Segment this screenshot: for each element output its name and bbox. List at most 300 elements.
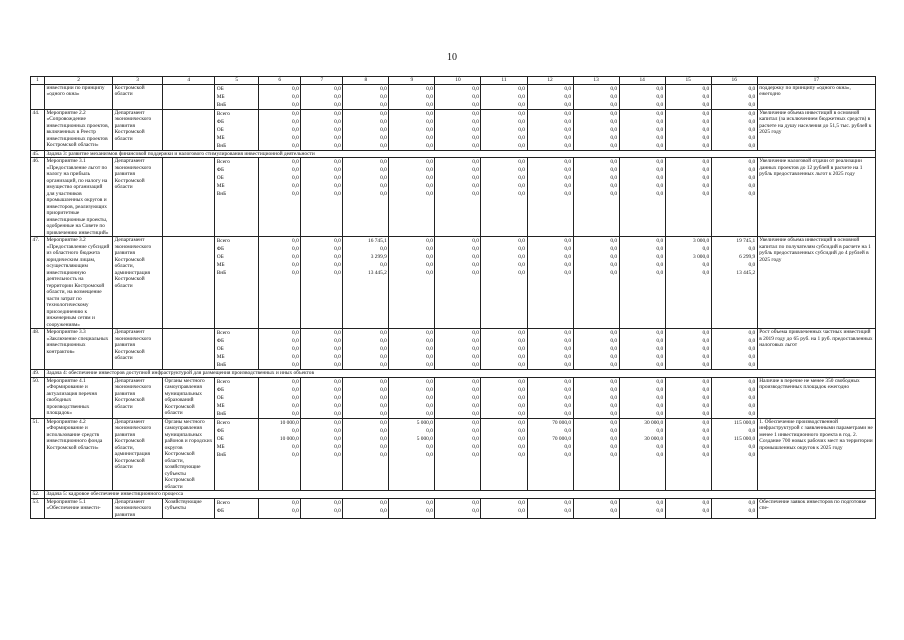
amount-value: 0,0 — [334, 338, 341, 344]
amount-value: 0,0 — [380, 427, 387, 434]
amount-value: 0,0 — [518, 110, 526, 117]
funding-source: ФБ — [216, 118, 225, 125]
amount-value: 0,0 — [702, 270, 710, 276]
amount-column — [619, 84, 665, 109]
amount-value: 0,0 — [518, 451, 526, 458]
amount-value: 0,0 — [334, 238, 341, 244]
measure-row — [31, 377, 876, 418]
amount-value: 70 000,0 — [552, 435, 572, 442]
column-number-cell: 17 — [757, 77, 875, 85]
amount-value: 0,0 — [518, 386, 526, 393]
amount-value: 0,0 — [334, 270, 341, 276]
amount-value: 0,0 — [334, 142, 341, 149]
amount-value: 0,0 — [656, 93, 664, 100]
amount-value: 0,0 — [748, 85, 756, 92]
amount-value: 0,0 — [610, 507, 618, 514]
amount-value: 0,0 — [380, 246, 387, 252]
amount-value: 0,0 — [472, 246, 479, 252]
row-number: 46. — [31, 158, 45, 237]
funding-source: ОБ — [216, 394, 224, 401]
amount-column — [435, 418, 481, 491]
funding-source: ОБ — [216, 435, 224, 442]
row-number: 51. — [31, 418, 45, 491]
column-number-cell: 14 — [619, 77, 665, 85]
amount-value: 0,0 — [610, 167, 618, 173]
funding-source: ОБ — [216, 346, 224, 352]
amount-value: 0,0 — [702, 175, 710, 181]
amount-value: 0,0 — [292, 443, 299, 450]
amount-value: 0,0 — [656, 191, 664, 197]
amount-column — [259, 329, 301, 370]
column-number-cell: 2 — [45, 77, 113, 85]
amount-value: 0,0 — [334, 386, 341, 393]
amount-value: 0,0 — [426, 402, 433, 409]
amount-value: 0,0 — [292, 394, 299, 401]
task-row — [31, 491, 876, 499]
amount-value: 0,0 — [426, 499, 433, 506]
amount-value: 0,0 — [702, 330, 710, 336]
amount-value: 0,0 — [656, 410, 664, 417]
amount-value: 0,0 — [610, 134, 618, 141]
amount-value: 0,0 — [472, 410, 479, 417]
funding-sources — [215, 377, 259, 418]
amount-value: 0,0 — [426, 338, 433, 344]
amount-value: 0,0 — [656, 167, 664, 173]
amount-value: 0,0 — [426, 254, 433, 260]
amount-value: 0,0 — [380, 338, 387, 344]
amount-value: 115 000,0 — [733, 435, 756, 442]
amount-value: 0,0 — [518, 346, 526, 352]
measure-row — [31, 237, 876, 329]
participants — [163, 237, 215, 329]
amount-value: 0,0 — [472, 93, 479, 100]
amount-value: 0,0 — [702, 85, 710, 92]
amount-value: 0,0 — [518, 507, 526, 514]
measure-name: Мероприятие 5.1 «Обеспечение инвести- — [45, 498, 113, 519]
amount-column — [481, 329, 527, 370]
amount-value: 0,0 — [472, 427, 479, 434]
amount-value: 0,0 — [518, 443, 526, 450]
amount-value: 0,0 — [564, 183, 572, 189]
row-number: 47. — [31, 237, 45, 329]
amount-column — [389, 109, 435, 150]
amount-value: 0,0 — [748, 354, 756, 360]
amount-value: 0,0 — [472, 499, 479, 506]
amount-value: 0,0 — [380, 378, 387, 385]
funding-source: ФБ — [216, 246, 225, 252]
amount-value: 0,0 — [564, 246, 572, 252]
funding-sources — [215, 158, 259, 237]
amount-value: 0,0 — [702, 191, 710, 197]
amount-value: 0,0 — [472, 330, 479, 336]
amount-value: 0,0 — [656, 101, 664, 108]
column-number-row — [31, 77, 876, 85]
amount-value: 0,0 — [292, 85, 299, 92]
amount-value: 0,0 — [702, 262, 710, 268]
amount-value: 0,0 — [610, 93, 618, 100]
amount-value: 0,0 — [702, 386, 710, 393]
amount-value: 0,0 — [334, 175, 341, 181]
expected-result: Рост объема привлеченных частных инвестиций в 2019 году до 65 руб. на 1 руб. предоставленных налоговых льгот — [757, 329, 875, 370]
amount-value: 0,0 — [426, 110, 433, 117]
funding-sources — [215, 329, 259, 370]
participants — [163, 158, 215, 237]
amount-value: 0,0 — [292, 354, 299, 360]
amount-value: 0,0 — [656, 159, 664, 165]
amount-value: 0,0 — [472, 118, 479, 125]
amount-value: 0,0 — [292, 386, 299, 393]
amount-value: 16 745,1 — [368, 238, 387, 244]
amount-value: 0,0 — [292, 142, 299, 149]
amount-value: 0,0 — [610, 435, 618, 442]
participants — [163, 109, 215, 150]
amount-value: 0,0 — [380, 394, 387, 401]
amount-value: 0,0 — [656, 394, 664, 401]
expected-result: 1. Обеспечение производственной инфраструктурой с заявленными параметрами не менее 1 инвестиционного проекта в год. 2. Создание 700 новых рабочих мест на территории промышленных округов к 2025 году — [757, 418, 875, 491]
amount-value: 0,0 — [292, 175, 299, 181]
amount-value: 0,0 — [426, 354, 433, 360]
amount-value: 0,0 — [564, 254, 572, 260]
row-number: 50. — [31, 377, 45, 418]
amount-value: 0,0 — [702, 167, 710, 173]
amount-value: 0,0 — [656, 254, 664, 260]
measure-row — [31, 418, 876, 491]
amount-value: 0,0 — [334, 346, 341, 352]
amount-value: 0,0 — [564, 85, 572, 92]
row-number: 45. — [31, 150, 45, 158]
amount-value: 0,0 — [564, 167, 572, 173]
amount-value: 3 299,9 — [370, 254, 387, 260]
amount-value: 0,0 — [610, 159, 618, 165]
funding-source: МБ — [216, 134, 225, 141]
amount-column — [343, 109, 389, 150]
amount-column — [527, 329, 573, 370]
amount-value: 0,0 — [610, 443, 618, 450]
amount-value: 0,0 — [610, 419, 618, 426]
amount-value: 0,0 — [702, 378, 710, 385]
amount-value: 0,0 — [380, 262, 387, 268]
funding-source: МБ — [216, 183, 225, 189]
amount-value: 0,0 — [380, 183, 387, 189]
amount-value: 0,0 — [610, 110, 618, 117]
amount-value: 115 000,0 — [733, 419, 756, 426]
amount-column — [711, 329, 757, 370]
row-number — [31, 84, 45, 109]
amount-value: 0,0 — [748, 262, 756, 268]
amount-value: 0,0 — [702, 338, 710, 344]
amount-value: 0,0 — [334, 101, 341, 108]
amount-value: 0,0 — [564, 262, 572, 268]
column-number-cell: 10 — [435, 77, 481, 85]
executor: Костромской области — [113, 84, 163, 109]
amount-value: 0,0 — [518, 191, 526, 197]
column-number-cell: 12 — [527, 77, 573, 85]
measure-name: Мероприятие 4.2 «Формирование и использование средств инвестиционного фонда Костромской области» — [45, 418, 113, 491]
measure-row — [31, 84, 876, 109]
amount-value: 0,0 — [426, 270, 433, 276]
amount-value: 0,0 — [610, 499, 618, 506]
amount-value: 0,0 — [334, 110, 341, 117]
amount-column — [665, 377, 711, 418]
amount-value: 0,0 — [334, 191, 341, 197]
task-row — [31, 370, 876, 378]
amount-value: 0,0 — [748, 402, 756, 409]
funding-source: Всего — [216, 238, 230, 244]
amount-value: 0,0 — [748, 410, 756, 417]
expected-result: Увеличение объема инвестиций в основной капитал по получателям субсидий в расчете на 1 рубль предоставленных субсидий до 4 рублей в 2025 году — [757, 237, 875, 329]
amount-column — [619, 498, 665, 519]
amount-value: 0,0 — [564, 451, 572, 458]
amount-value: 0,0 — [610, 338, 618, 344]
amount-value: 0,0 — [518, 354, 526, 360]
amount-value: 0,0 — [380, 402, 387, 409]
funding-source: МБ — [216, 443, 225, 450]
amount-value: 0,0 — [748, 175, 756, 181]
funding-source: МБ — [216, 354, 225, 360]
funding-source: Всего — [216, 110, 230, 117]
amount-value: 0,0 — [380, 362, 387, 368]
amount-value: 0,0 — [564, 443, 572, 450]
amount-value: 0,0 — [380, 118, 387, 125]
amount-column — [301, 237, 343, 329]
funding-source: Всего — [216, 499, 230, 506]
amount-value: 0,0 — [472, 183, 479, 189]
amount-value: 0,0 — [518, 362, 526, 368]
amount-value: 0,0 — [380, 101, 387, 108]
amount-column — [711, 158, 757, 237]
amount-value: 0,0 — [334, 362, 341, 368]
amount-value: 0,0 — [518, 101, 526, 108]
amount-value: 0,0 — [564, 402, 572, 409]
amount-value: 0,0 — [472, 270, 479, 276]
amount-value: 0,0 — [656, 126, 664, 133]
executor: Департамент экономического развития — [113, 498, 163, 519]
amount-value: 0,0 — [380, 354, 387, 360]
amount-value: 0,0 — [518, 159, 526, 165]
amount-column — [711, 237, 757, 329]
measure-row — [31, 109, 876, 150]
amount-value: 0,0 — [564, 394, 572, 401]
amount-value: 0,0 — [656, 142, 664, 149]
amount-value: 0,0 — [518, 142, 526, 149]
amount-column — [573, 109, 619, 150]
amount-column — [343, 237, 389, 329]
amount-value: 0,0 — [334, 402, 341, 409]
amount-column — [435, 109, 481, 150]
amount-value: 0,0 — [748, 126, 756, 133]
amount-column — [711, 498, 757, 519]
amount-value: 0,0 — [564, 110, 572, 117]
amount-value: 0,0 — [472, 419, 479, 426]
executor: Департамент экономического развития Костромской области — [113, 329, 163, 370]
amount-value: 0,0 — [334, 167, 341, 173]
amount-value: 0,0 — [656, 238, 664, 244]
amount-value: 0,0 — [518, 134, 526, 141]
amount-value: 0,0 — [702, 142, 710, 149]
amount-value: 0,0 — [472, 443, 479, 450]
amount-column — [343, 377, 389, 418]
amount-value: 0,0 — [656, 362, 664, 368]
amount-value: 0,0 — [334, 183, 341, 189]
amount-value: 0,0 — [748, 427, 756, 434]
amount-value: 0,0 — [610, 362, 618, 368]
amount-value: 0,0 — [518, 270, 526, 276]
amount-value: 0,0 — [518, 262, 526, 268]
amount-column — [573, 377, 619, 418]
amount-value: 0,0 — [564, 410, 572, 417]
amount-value: 30 000,0 — [644, 435, 664, 442]
amount-value: 0,0 — [748, 167, 756, 173]
measure-name: Мероприятие 3.3 «Заключение специальных инвестиционных контрактов» — [45, 329, 113, 370]
amount-value: 0,0 — [292, 346, 299, 352]
amount-column — [259, 237, 301, 329]
amount-value: 0,0 — [518, 427, 526, 434]
amount-value: 0,0 — [748, 362, 756, 368]
task-heading: Задача 4: обеспечение инвесторов доступной инфраструктурой для размещения производственных и иных объектов — [45, 370, 876, 378]
amount-value: 0,0 — [518, 167, 526, 173]
amount-value: 0,0 — [426, 101, 433, 108]
amount-value: 0,0 — [656, 85, 664, 92]
amount-value: 0,0 — [334, 93, 341, 100]
amount-value: 0,0 — [292, 402, 299, 409]
amount-value: 0,0 — [426, 410, 433, 417]
amount-value: 0,0 — [702, 507, 710, 514]
funding-source: Всего — [216, 419, 230, 426]
amount-value: 0,0 — [380, 142, 387, 149]
amount-value: 0,0 — [334, 499, 341, 506]
funding-source: Всего — [216, 378, 230, 385]
amount-value: 0,0 — [380, 346, 387, 352]
amount-value: 0,0 — [656, 443, 664, 450]
amount-value: 0,0 — [564, 354, 572, 360]
amount-value: 0,0 — [702, 451, 710, 458]
amount-value: 0,0 — [380, 126, 387, 133]
amount-value: 0,0 — [292, 183, 299, 189]
amount-value: 0,0 — [518, 330, 526, 336]
amount-value: 0,0 — [518, 394, 526, 401]
funding-sources — [215, 237, 259, 329]
amount-value: 0,0 — [334, 378, 341, 385]
amount-value: 0,0 — [472, 346, 479, 352]
amount-value: 0,0 — [564, 93, 572, 100]
amount-value: 0,0 — [610, 175, 618, 181]
amount-value: 0,0 — [702, 354, 710, 360]
amount-value: 0,0 — [518, 499, 526, 506]
amount-column — [259, 109, 301, 150]
row-number: 52. — [31, 491, 45, 499]
amount-value: 0,0 — [426, 262, 433, 268]
amount-column — [481, 84, 527, 109]
amount-value: 0,0 — [656, 346, 664, 352]
row-number: 49. — [31, 370, 45, 378]
measure-name: Мероприятие 2.2 «Сопровождение инвестиционных проектов, включенных в Реестр инвестиционных проектов Костромской области» — [45, 109, 113, 150]
amount-value: 0,0 — [564, 346, 572, 352]
amount-value: 0,0 — [292, 338, 299, 344]
measure-name: инвестиции по принципу «одного окна» — [45, 84, 113, 109]
amount-value: 0,0 — [610, 386, 618, 393]
amount-column — [711, 377, 757, 418]
amount-value: 0,0 — [610, 330, 618, 336]
amount-value: 0,0 — [292, 134, 299, 141]
amount-value: 0,0 — [748, 507, 756, 514]
amount-value: 0,0 — [292, 101, 299, 108]
executor: Департамент экономического развития Костромской области — [113, 158, 163, 237]
amount-value: 0,0 — [564, 378, 572, 385]
amount-value: 0,0 — [472, 85, 479, 92]
amount-value: 0,0 — [426, 330, 433, 336]
amount-value: 0,0 — [380, 85, 387, 92]
amount-value: 10 000,0 — [279, 435, 299, 442]
amount-value: 0,0 — [472, 167, 479, 173]
amount-column — [435, 329, 481, 370]
amount-value: 0,0 — [472, 126, 479, 133]
amount-value: 0,0 — [334, 246, 341, 252]
amount-value: 0,0 — [292, 118, 299, 125]
amount-column — [301, 377, 343, 418]
amount-value: 0,0 — [292, 427, 299, 434]
amount-value: 0,0 — [426, 346, 433, 352]
amount-value: 0,0 — [702, 118, 710, 125]
amount-value: 0,0 — [656, 134, 664, 141]
amount-column — [343, 158, 389, 237]
amount-value: 0,0 — [518, 246, 526, 252]
amount-value: 0,0 — [426, 443, 433, 450]
amount-value: 0,0 — [472, 238, 479, 244]
funding-sources — [215, 418, 259, 491]
funding-source: Всего — [216, 330, 230, 336]
amount-value: 0,0 — [610, 427, 618, 434]
amount-value: 0,0 — [472, 354, 479, 360]
amount-column — [259, 84, 301, 109]
amount-value: 0,0 — [748, 246, 756, 252]
amount-column — [435, 84, 481, 109]
funding-source: МБ — [216, 402, 225, 409]
amount-value: 0,0 — [426, 246, 433, 252]
amount-column — [389, 84, 435, 109]
amount-column — [343, 84, 389, 109]
amount-column — [389, 158, 435, 237]
amount-value: 0,0 — [472, 142, 479, 149]
amount-value: 0,0 — [380, 175, 387, 181]
amount-column — [665, 84, 711, 109]
amount-value: 0,0 — [702, 402, 710, 409]
column-number-cell: 11 — [481, 77, 527, 85]
amount-value: 0,0 — [334, 85, 341, 92]
amount-value: 6 299,9 — [739, 254, 756, 260]
amount-value: 0,0 — [656, 262, 664, 268]
row-number: 48. — [31, 329, 45, 370]
amount-value: 0,0 — [472, 435, 479, 442]
amount-column — [389, 418, 435, 491]
column-number-cell: 7 — [301, 77, 343, 85]
amount-value: 0,0 — [610, 183, 618, 189]
amount-column — [301, 158, 343, 237]
funding-source: ОБ — [216, 254, 224, 260]
amount-value: 0,0 — [426, 167, 433, 173]
amount-value: 0,0 — [748, 191, 756, 197]
amount-value: 0,0 — [518, 254, 526, 260]
amount-column — [619, 377, 665, 418]
amount-value: 0,0 — [292, 93, 299, 100]
amount-value: 0,0 — [472, 507, 479, 514]
amount-value: 0,0 — [292, 167, 299, 173]
amount-value: 0,0 — [472, 362, 479, 368]
amount-value: 0,0 — [656, 427, 664, 434]
amount-value: 0,0 — [702, 419, 710, 426]
amount-column — [527, 237, 573, 329]
task-heading: Задача 3: развитие механизмов финансовой поддержки и налогового стимулирования инвестиционной деятельности — [45, 150, 876, 158]
amount-value: 0,0 — [702, 134, 710, 141]
